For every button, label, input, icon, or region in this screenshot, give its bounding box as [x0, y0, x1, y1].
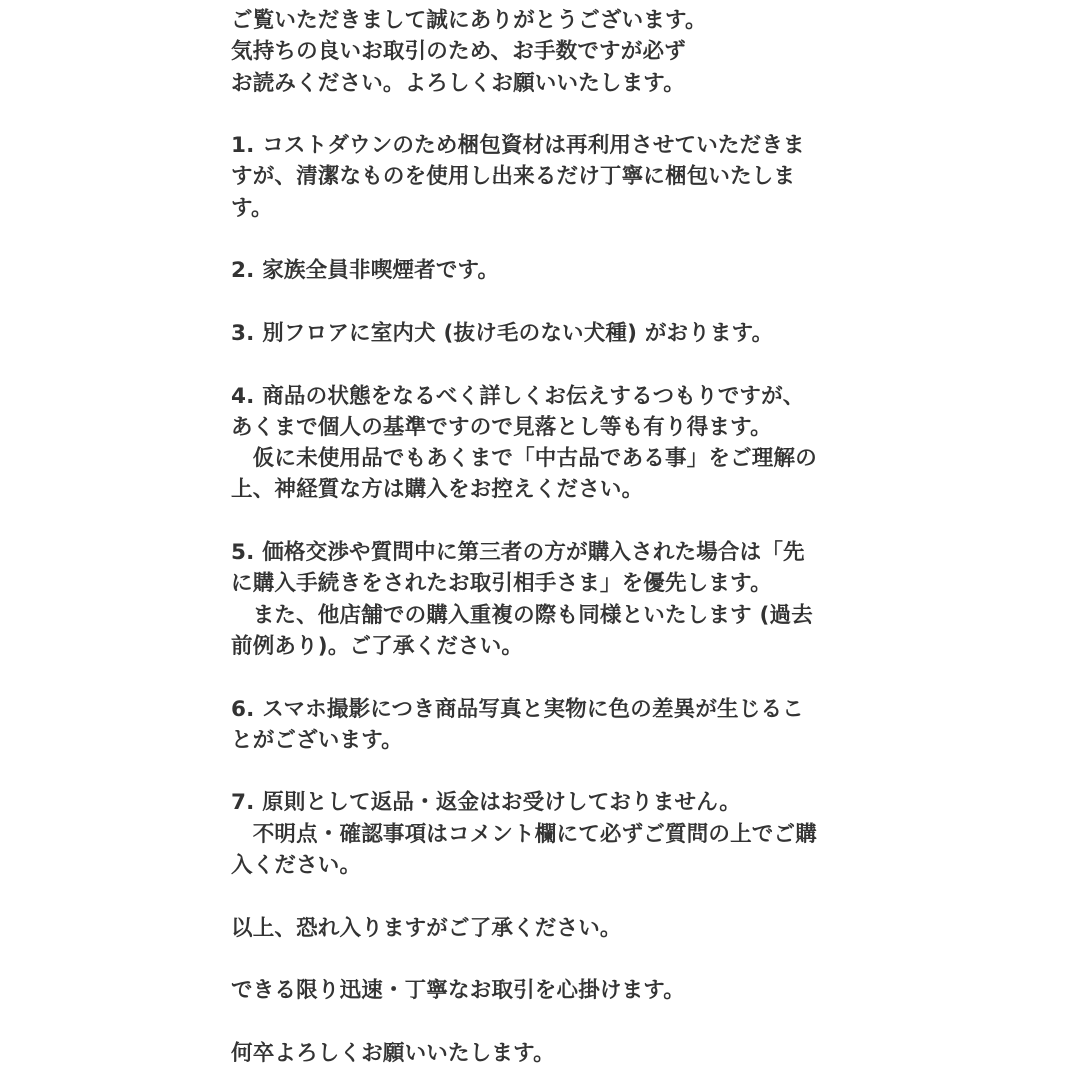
item-line: 7. 原則として返品・返金はお受けしておりません。 — [231, 790, 741, 816]
spacer — [231, 662, 851, 693]
item-3 — [231, 318, 851, 349]
intro-line: お読みください。よろしくお願いいたします。 — [231, 70, 685, 96]
item-line: あくまで個人の基準ですので見落とし等も有り得ます。 — [231, 414, 772, 440]
item-2 — [231, 255, 851, 286]
item-1 — [231, 130, 851, 224]
item-line: 5. 価格交渉や質問中に第三者の方が購入された場合は「先 — [231, 540, 805, 566]
closing-line: できる限り迅速・丁寧なお取引を心掛けます。 — [231, 978, 685, 1004]
item-line: 4. 商品の状態をなるべく詳しくお伝えするつもりですが、 — [231, 383, 805, 409]
notice-text — [231, 5, 851, 1069]
spacer — [231, 349, 851, 380]
spacer — [231, 756, 851, 787]
item-line: に購入手続きをされたお取引相手さま」を優先します。 — [231, 571, 772, 597]
spacer — [231, 99, 851, 130]
item-line: 前例あり)。ご了承ください。 — [231, 633, 524, 659]
intro-line: 気持ちの良いお取引のため、お手数ですが必ず — [231, 39, 686, 65]
item-line: 入ください。 — [231, 853, 362, 879]
item-line: 不明点・確認事項はコメント欄にて必ずご質問の上でご購 — [231, 821, 817, 847]
item-line: 6. スマホ撮影につき商品写真と実物に色の差異が生じるこ — [231, 696, 804, 722]
spacer — [231, 506, 851, 537]
item-line: 仮に未使用品でもあくまで「中古品である事」をご理解の — [231, 446, 817, 472]
item-line: 上、神経質な方は購入をお控えください。 — [231, 477, 644, 503]
spacer — [231, 287, 851, 318]
item-line: 1. コストダウンのため梱包資材は再利用させていただきま — [231, 133, 805, 159]
closing-line: 以上、恐れ入りますがご了承ください。 — [231, 915, 622, 941]
item-5 — [231, 537, 851, 662]
spacer — [231, 944, 851, 975]
item-6 — [231, 694, 851, 757]
item-7 — [231, 787, 851, 881]
intro-block — [231, 5, 851, 99]
intro-line: ご覧いただきまして誠にありがとうございます。 — [231, 8, 707, 33]
spacer — [231, 224, 851, 255]
item-4 — [231, 381, 851, 506]
closing-line: 何卒よろしくお願いいたします。 — [231, 1040, 555, 1066]
spacer — [231, 881, 851, 912]
item-line: す。 — [231, 195, 273, 221]
item-line: また、他店舗での購入重複の際も同様といたします (過去 — [231, 602, 813, 628]
item-line: とがございます。 — [231, 727, 403, 753]
item-line: 3. 別フロアに室内犬 (抜け毛のない犬種) がおります。 — [231, 320, 774, 346]
spacer — [231, 1007, 851, 1038]
item-line: すが、清潔なものを使用し出来るだけ丁寧に梱包いたしま — [231, 164, 796, 190]
item-line: 2. 家族全員非喫煙者です。 — [231, 258, 500, 284]
